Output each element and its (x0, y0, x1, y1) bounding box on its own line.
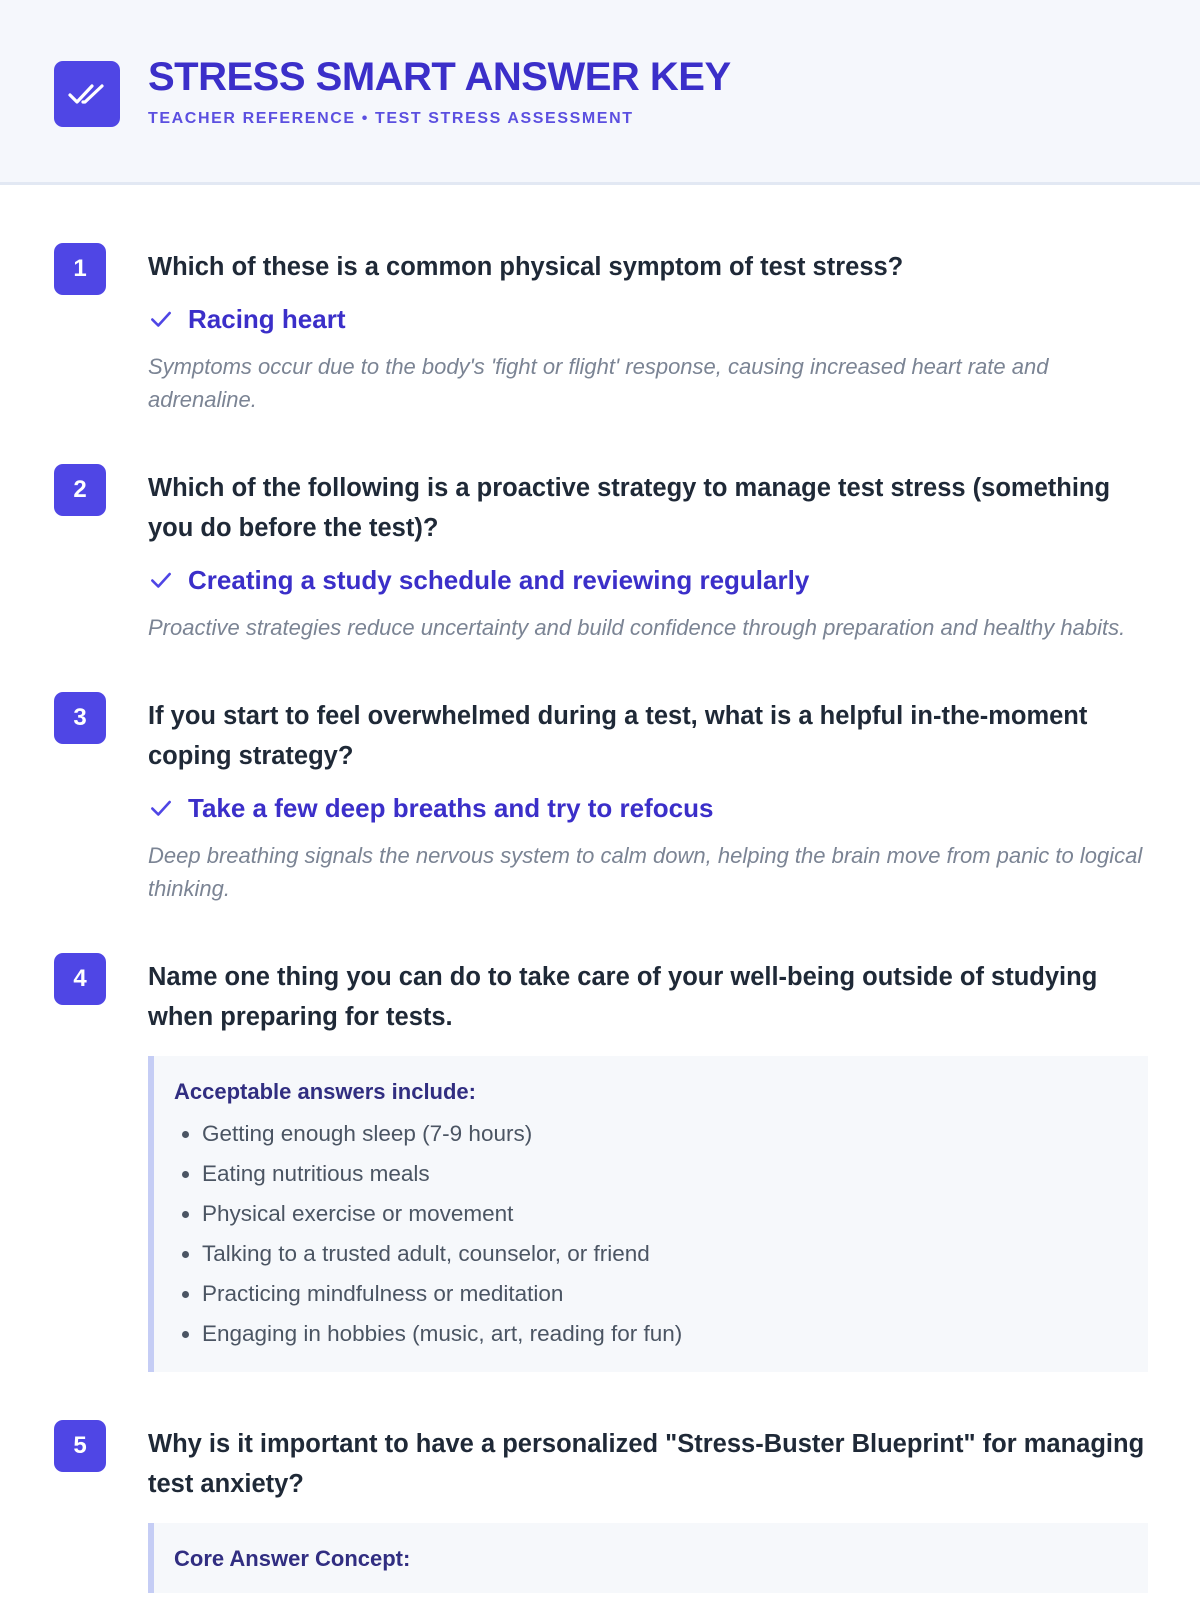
question-item (0, 243, 1200, 416)
list-item: • Talking to a trusted adult, counselor, or friend (202, 1234, 1128, 1274)
answer-text: Racing heart (188, 303, 346, 334)
question-number-badge: 3 (54, 692, 106, 744)
question-item (0, 692, 1200, 905)
core-answer-title: Core Answer Concept: (174, 1546, 411, 1571)
question-item (0, 953, 1200, 1372)
page-subtitle: TEACHER REFERENCE • TEST STRESS ASSESSMENT (148, 110, 634, 127)
question-text: Name one thing you can do to take care of your well-being outside of studying when preparing for tests. (148, 963, 1098, 1031)
check-icon (148, 795, 174, 821)
list-item: • Eating nutritious meals (202, 1154, 1128, 1194)
question-text: Which of these is a common physical symptom of test stress? (148, 253, 904, 281)
question-number-badge: 5 (54, 1420, 106, 1472)
page-title: STRESS SMART ANSWER KEY (148, 55, 731, 99)
question-list (0, 185, 1200, 1593)
acceptable-answers-box (148, 1056, 1148, 1372)
acceptable-answers-title: Acceptable answers include: (174, 1079, 476, 1104)
question-number-badge: 1 (54, 243, 106, 295)
question-text: If you start to feel overwhelmed during a test, what is a helpful in-the-moment coping strategy? (148, 702, 1088, 770)
question-item (0, 464, 1200, 644)
list-item: • Getting enough sleep (7-9 hours) (202, 1114, 1128, 1154)
correct-answer (148, 786, 1148, 830)
page-header (0, 0, 1200, 185)
list-item: • Engaging in hobbies (music, art, reading for fun) (202, 1314, 1128, 1354)
answer-explanation: Proactive strategies reduce uncertainty and build confidence through preparation and healthy habits. (148, 615, 1126, 640)
check-icon (148, 567, 174, 593)
core-answer-box (148, 1523, 1148, 1593)
question-text: Why is it important to have a personalized "Stress-Buster Blueprint" for managing test anxiety? (148, 1430, 1145, 1498)
question-number-badge: 2 (54, 464, 106, 516)
answer-text: Creating a study schedule and reviewing regularly (188, 564, 810, 595)
correct-answer (148, 297, 1148, 341)
answer-explanation: Deep breathing signals the nervous system to calm down, helping the brain move from panic to logical thinking. (148, 843, 1143, 901)
question-item (0, 1420, 1200, 1593)
question-text: Which of the following is a proactive strategy to manage test stress (something you do before the test)? (148, 474, 1111, 542)
acceptable-answers-list (174, 1114, 1128, 1354)
question-number-badge: 4 (54, 953, 106, 1005)
list-item: • Physical exercise or movement (202, 1194, 1128, 1234)
check-icon (148, 306, 174, 332)
answer-text: Take a few deep breaths and try to refocus (188, 792, 714, 823)
answer-explanation: Symptoms occur due to the body's 'fight or flight' response, causing increased heart rate and adrenaline. (148, 354, 1049, 412)
correct-answer (148, 558, 1148, 602)
list-item: • Practicing mindfulness or meditation (202, 1274, 1128, 1314)
double-check-icon (54, 61, 120, 127)
